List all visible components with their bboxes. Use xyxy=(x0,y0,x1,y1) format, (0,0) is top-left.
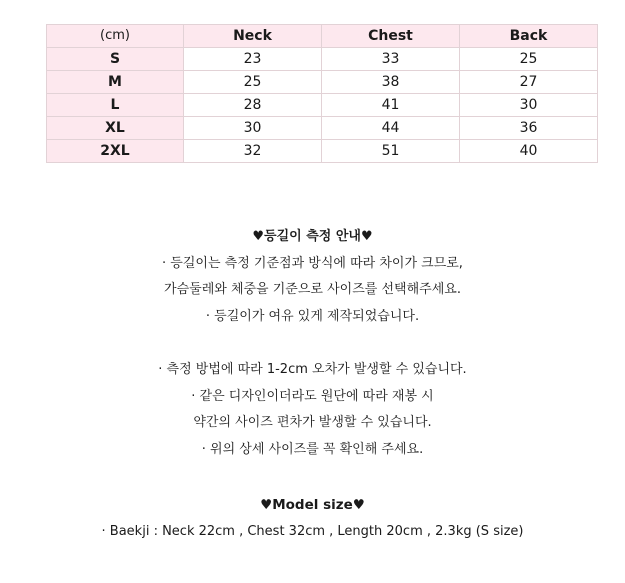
back-value-cell: 25 xyxy=(460,48,598,71)
neck-value-cell: 28 xyxy=(184,94,322,117)
table-row xyxy=(47,48,598,71)
table-row xyxy=(47,140,598,163)
size-chart-table xyxy=(46,24,598,163)
neck-value-cell: 23 xyxy=(184,48,322,71)
measurement-guide xyxy=(0,224,625,463)
table-row xyxy=(47,117,598,140)
measurement-guide-title: ♥등길이 측정 안내♥ xyxy=(252,229,373,244)
neck-value-cell: 30 xyxy=(184,117,322,140)
back-value-cell: 27 xyxy=(460,71,598,94)
chest-value-cell: 38 xyxy=(322,71,460,94)
table-row xyxy=(47,94,598,117)
chest-value-cell: 41 xyxy=(322,94,460,117)
back-value-cell: 36 xyxy=(460,117,598,140)
size-label-cell: M xyxy=(47,71,184,94)
neck-header-cell: Neck xyxy=(184,25,322,48)
chest-value-cell: 44 xyxy=(322,117,460,140)
back-value-cell: 30 xyxy=(460,94,598,117)
back-value-cell: 40 xyxy=(460,140,598,163)
chest-header-cell: Chest xyxy=(322,25,460,48)
model-size-text: · Baekji : Neck 22cm , Chest 32cm , Length 20cm , 2.3kg (S size) xyxy=(101,523,524,539)
chest-value-cell: 51 xyxy=(322,140,460,163)
size-label-cell: L xyxy=(47,94,184,117)
size-label-cell: 2XL xyxy=(47,140,184,163)
table-row xyxy=(47,71,598,94)
back-header-cell: Back xyxy=(460,25,598,48)
guide-line: · 위의 상세 사이즈를 꼭 확인해 주세요. xyxy=(201,441,424,457)
neck-value-cell: 25 xyxy=(184,71,322,94)
model-size-section xyxy=(0,492,625,545)
guide-line: 가슴둘레와 체중을 기준으로 사이즈를 선택해주세요. xyxy=(164,282,461,298)
chest-value-cell: 33 xyxy=(322,48,460,71)
unit-header-cell: (cm) xyxy=(47,25,184,48)
guide-spacer xyxy=(0,330,625,357)
guide-line: · 등길이가 여유 있게 제작되었습니다. xyxy=(205,308,420,324)
guide-line: · 측정 방법에 따라 1-2cm 오차가 발생할 수 있습니다. xyxy=(158,361,467,377)
size-chart-header-row xyxy=(47,25,598,48)
size-label-cell: XL xyxy=(47,117,184,140)
guide-line: · 같은 디자인이더라도 원단에 따라 재봉 시 xyxy=(191,388,434,404)
size-label-cell: S xyxy=(47,48,184,71)
guide-line: · 등길이는 측정 기준점과 방식에 따라 차이가 크므로, xyxy=(162,255,463,271)
model-size-title: ♥Model size♥ xyxy=(260,497,365,513)
neck-value-cell: 32 xyxy=(184,140,322,163)
guide-line: 약간의 사이즈 편차가 발생할 수 있습니다. xyxy=(193,415,432,431)
